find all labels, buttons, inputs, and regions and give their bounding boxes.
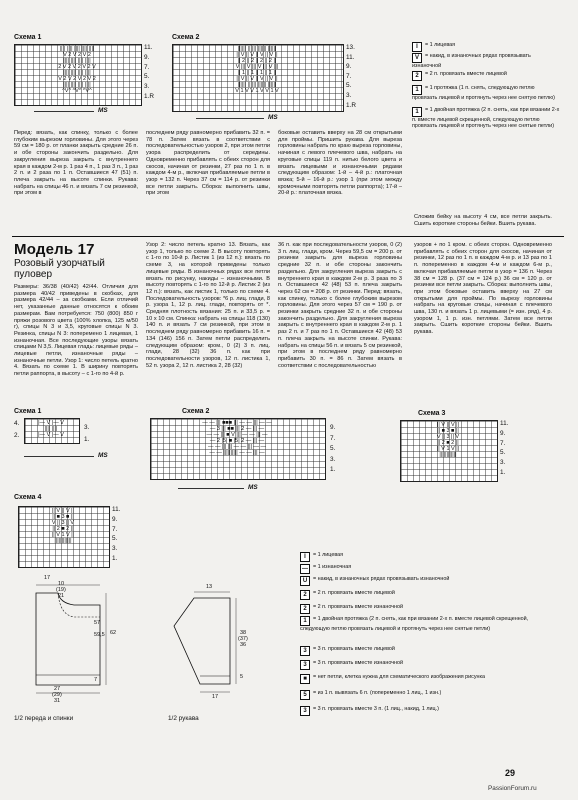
legend-text: = 3 п. провязать вместе лицевой [313,646,395,652]
row-label: 9. [112,515,118,523]
legend-symbol-icon: 1 [300,616,310,626]
site-watermark: PassionForum.ru [488,785,537,792]
legend-item [300,576,550,586]
legend-text: = 2 п. провязать вместе изнаночной [313,604,404,610]
page-number: 29 [505,768,516,778]
chart-scheme3 [400,420,498,482]
front-back-caption: 1/2 переда и спинки [14,715,74,722]
row-label: 11. [500,420,509,427]
legend-text: = из 1 п. вывязать 6 п. (попеременно 1 лиц., 1 изн.) [313,690,442,696]
legend-item [300,690,550,700]
chart-scheme2-bottom [150,418,326,480]
row-label: 1.R [144,93,154,100]
legend-item [300,706,550,716]
scheme1-title-top: Схема 1 [14,34,42,41]
top-text-col1: Перед: вязать, как спинку, только с более глубоким вырезом горловины. Для этого через 59 см = 180 р. от планки закрыть средние 26 п. и обе стороны закончить раздельно. Для закругления выреза закрыть с внутреннего края в каждом 2-м р. 1 раз 4 п., 1 раз 3 п., 1 раз 2 п. и 2 раза по 1 п. Оставшиеся 47 (51) п. плеча закрыть на высоте спинки. Рукава: набрать на спицы 46 п. и вязать 7 см резинкой, при этом в [14,130,138,197]
front-dim-bottom-3: 31 [54,698,61,704]
legend-symbol-icon: 3 [300,646,310,656]
front-dim-top-2: 10 [58,581,65,587]
row-label: 5. [144,73,150,81]
scheme2-top-ms: MS [268,114,278,121]
row-label: 5. [500,449,506,457]
scheme2-title-top: Схема 2 [172,34,200,41]
chart-scheme1-top-symbols: |||| |||| |||| |||| |||| V 2 V 2 V 2 |||| |||| |||| |||| 2 V 2 V 2 V 2 V |||| |||| |||| |||| V 2 V 2 V 2 V 2 |||| |||| |||| |||| ^V^ ^V^ ^V^ [58,46,96,94]
sleeve-dim-5: 5 [240,674,244,680]
legend-symbol-icon: 2 [300,604,310,614]
legend-symbol-icon: 1 [412,107,422,117]
legend-symbol-icon: 2 [300,590,310,600]
front-dim-bottom-2: (29) [52,692,62,698]
legend-item [300,660,550,670]
legend-symbol-icon: — [302,566,308,572]
model-text-col1: Размеры: 36/38 (40/42) 42/44. Отличия для размера 40/42 приведены в скобках, для размера 42/44 – за скобками. Если отличий нет, указанные данные относятся к обоим размерам. Вам потребуется: 750 (800) 850 г пряжи розового цвета (100% хлопка, 125 м/50 г), спицы N 3 и 3,5, круговые спицы N 3. Резинка, спицы N 3: поперемено 1 лицевая, 1 изнаночная. Все последующие узоры вязать спицами N 3,5. Лицевая гладь: лицевые ряды – лицевые петли, изнаночные ряды – изнаночные петли. Узор 1: число петель кратно 4. Вязать по схеме 1. В ширину повторять петли раппорта, в высоту – с 1-го по 4-й р. [14,284,138,378]
legend-symbol-icon: 3 [300,706,310,716]
row-label: 5. [346,82,352,90]
model-title: Модель 17 [14,241,95,258]
legend-text: = 1 изнаночная [313,564,352,570]
legend-symbol-icon: I [300,552,310,562]
chart-scheme1-bottom-symbols: |— V |— V |||| |||| |— V |— V [38,420,64,438]
row-label: 3. [330,455,336,463]
scheme3-title: Схема 3 [418,410,446,417]
chart-scheme1-bottom [24,418,80,444]
legend-item [300,674,550,684]
legend-text: = 1 двойная протяжка (2 п. снять, как при вязании 2-х п. вместе лицевой скрещенной, следующую петлю провязать лицевой и протянуть через нее снятые петли) [412,107,560,130]
sleeve-dim-1: 13 [206,584,213,590]
legend-text: = 1 лицевая [425,42,456,48]
scheme2-bottom-ms: MS [248,484,258,491]
sleeve-caption: 1/2 рукава [168,715,199,722]
row-label: 3. [346,92,352,99]
row-label: 11. [346,53,355,61]
legend-item [300,590,550,600]
top-text-col3: боковые оставить вверху на 28 см открытыми для проймы. Пришить рукава. Для выреза горловины набрать по краю выреза горловины, начиная с левого плечевого шва, набрать на круговые спицы 119 п. нитью белого цвета и вязать лицевыми и изнаночными рядами следующим образом: 1-й – 4-й р.: платочная вязка; 5-й – 16-й р.: узор 1 (при этом между кромочными повторять петли раппорта); 17-й – 20-й р.: платочная вязка. [278,130,402,197]
chart-scheme4 [18,506,110,568]
legend-text: = 3 п. провязать вместе изнаночной [313,660,404,666]
legend-text: = 2 п. провязать вместе лицевой [313,590,395,596]
sleeve-dim-6: 17 [212,694,219,700]
scheme1-bottom-ms-line [24,456,94,457]
legend-symbol-icon: ■ [300,674,310,684]
row-label: 1. [84,436,90,443]
row-label: 11. [112,506,121,513]
row-label: 3. [84,424,90,431]
front-dim-top-3: (19) [56,587,66,593]
legend-symbol-icon: V [412,53,422,63]
legend-symbol-icon: 5 [300,690,310,700]
row-label: 7. [330,434,336,442]
scheme1-top-ms-line [34,111,94,112]
row-label: 1. [500,469,506,476]
model-text-col2: Узор 2: число петель кратно 13. Вязать, как узор 1, только по схеме 2. В высоту повторять с 1-го по 10-й р. Листик 1 (из 12 п.): вязать по схеме 3, на которой приведены только лицевые ряды. В изнаночных рядах все петли вязать по рисунку, накиды – изнаночными. В высоту повторять с 1-го по 12-й р. Листик 2 (из 12 п.): вязать, как листик 1, только по схеме 4. Последовательность узоров: *6 р. лиц. глади, 8 р. узора 1, 12 р. лиц. глади, повторять от *. Средняя плотность вязания: 25 п. и 33,5 р. = 10 х 10 см. Спинка: набрать на спицы 118 (130) 140 п. и вязать 7 см резинкой, при этом в последнем ряду равномерно прибавить 16 п. = 134 (146) 156 п. Затем петли распределить следующим образом: кром., 0 (2) 3 п. лиц. глади, 28 (32) 36 п. как при последовательности узоров, 12 п. листика 1, 52 п. узора 2, 12 п. листика 2, 28 (32) [146,242,270,369]
row-label: 9. [500,429,506,437]
section-divider [12,236,564,237]
scheme4-title: Схема 4 [14,494,42,501]
legend-symbol-icon: 3 [300,660,310,670]
scheme1-top-ms: MS [98,107,108,114]
row-label: 2. [14,432,20,439]
legend-text: = накид, в изнаночных рядах провязывать изнаночной [313,576,450,582]
chart-scheme4-symbols: || V || V || || ■ 3 ■ || V || 3 || V || 2 ■ 2 || || V 1 V || |||||||||||| [51,508,75,544]
scheme2-top-ms-line [196,118,264,119]
chart-scheme2-top-symbols: |||||| |||||| |||||| |||||| || V || V || V || V || || 2 || 2 || 2 || 2 || V ||| V ||| V ||| V ||| || 1 || 1 || 1 || 1 || || V || V || V || V || |||||| |||||| |||||| |||||| V 1 V V 1 V V 1 V [235,46,279,94]
legend-item [412,42,560,52]
sleeve-dim-3: (37) [238,636,248,642]
model-subtitle: Розовый узорчатый пуловер [14,258,105,280]
sleeve-schematic [160,590,250,700]
row-label: 3. [500,459,506,467]
legend-text: = 1 двойная протяжка (2 п. снять, как при вязании 2-х п. вместе лицевой скрещенной, следующую петлю провязать лицевой и протянуть через нее снятые петли) [300,616,529,632]
model-text-col3: 36 п. как при последовательности узоров, 0 (2) 3 п. лиц. глади, кром. Через 59,5 см = 200 р. от резинки закрыть для выреза горловины средние 32 п. и обе стороны закончить раздельно. Для закругления выреза закрыть с внутреннего края в каждом 2-м р. 3 раза по 3 п. Оставшиеся 42 (48) 53 п. плеча закрыть через 62 см = 208 р. от резинки. Перед: вязать, как спинку, только с более глубоким вырезом горловины. Для этого через 57 см = 190 р. от резинки закрыть средние 32 п. и обе стороны закончить раздельно. Для закругления выреза закрыть с внутреннего края в каждом 2-м р. 1 раз 2 п. и 7 раз по 1 п. Оставшиеся 42 (48) 53 п. плеча закрыть на высоте спинки. Рукава: набрать на спицы 56 п. и вязать 5 см резинкой, при этом в последнем ряду равномерно прибавить 30 п. = 86 п. Затем вязать в соответствии с последовательностью [278,242,402,369]
scheme2-bottom-ms-line [178,488,244,489]
row-label: 1. [330,466,336,473]
chart-scheme1-top [14,44,142,106]
scheme1-title-bottom: Схема 1 [14,408,42,415]
legend-text: = 1 протяжка (1 п. снять, следующую петлю провязать лицевой и протянуть через нее снятую петлю) [412,85,555,101]
legend-item [300,564,550,574]
legend-symbol-icon: 2 [412,71,422,81]
legend-text: = 1 лицевая [313,552,344,558]
legend-text: = нет петли, клетка нужна для схематического изображения рисунка [313,674,486,680]
sleeve-dim-2: 38 [240,630,247,636]
row-label: 4. [14,420,20,427]
front-dim-top-4: 21 [58,593,65,599]
chart-scheme2-top [172,44,344,112]
front-dim-top-1: 17 [44,575,51,581]
top-text-col4: Сложив бейку на высоту 4 см, все петли закрыть. Сшить короткие стороны бейки. Вшить рукава. [414,214,552,227]
row-label: 7. [500,439,506,447]
chart-scheme2-bottom-symbols: — — ||| ■■■ ||| — — ||| — — — 3 ||| ■■ ||| 2 — ||| — — — ||| ■ V ||| — — ||| — — 2 |5| ■ |5| 2 — ||| — — — ||| ||| — — ||| — — — — |||||||||| — — ||| — [202,420,272,456]
row-label: 9. [144,53,150,61]
legend-text: = 2 п. провязать вместе лицевой [425,71,507,77]
legend-text: = накид, в изнаночных рядах провязывать изнаночной [412,53,531,69]
legend-item [412,85,560,101]
row-label: 1. [112,555,118,562]
row-label: 3. [144,83,150,91]
front-dim-side-3: 59,5 [94,632,105,638]
row-label: 9. [330,424,336,431]
row-label: 9. [346,63,352,71]
row-label: 5. [330,445,336,452]
scheme2-title-bottom: Схема 2 [182,408,210,415]
legend-symbol-icon: 1 [412,85,422,95]
legend-symbol-icon: I [412,42,422,52]
front-dim-side-4: 7 [94,677,98,683]
front-back-schematic [14,575,124,700]
row-label: 1.R [346,101,356,109]
legend-item [412,53,560,69]
front-dim-bottom-1: 27 [54,686,61,692]
scheme1-bottom-ms: MS [98,452,108,459]
legend-item [300,604,550,614]
legend-item [300,616,550,632]
legend-item [300,552,550,562]
chart-scheme3-symbols: || V || V || || ■ 3 ■ || V || 3 || V || 2 ■ 2 || || V 1 V || |||||||||||| [436,422,460,458]
top-text-col2: последнем ряду равномерно прибавить 32 п. = 78 п. Затем вязать в соответствии с последовательностью узоров 2, при этом петли узора распределить от середины. Одновременно прибавлять с обеих сторон для скосов, начиная от резинки, 27 раз по 1 п. в каждом 4-м р., включая прибавляемые петли в узор = 132 п. Через 37 см = 114 р. от резинки все петли закрыть. Сборка: выполнить швы, при этом [146,130,271,197]
legend-text: = 3 п. провязать вместе 3 п. (1 лиц., накид, 1 лиц.) [313,706,439,712]
row-label: 7. [112,525,118,533]
row-label: 7. [144,63,150,71]
row-label: 3. [112,545,118,553]
row-label: 13. [346,44,355,51]
row-label: 7. [346,72,352,80]
legend-item [300,646,550,656]
front-dim-side-2: 57 [94,620,101,626]
sleeve-dim-4: 36 [240,642,247,648]
model-text-col4: узоров + по 1 кром. с обеих сторон. Одновременно прибавлять с обеих сторон для скосов, начиная от резинки, 12 раз по 1 п. в каждом 4-м р. и 13 раз по 1 п. попеременно в каждом 4-м и каждом 6-м р., включая прибавляемые петли в узор = 136 п. Через 38 см = 128 р. (37 см = 124 р.) 36 см = 120 р. от резинки все петли закрыть. Сборка: выполнить швы, при этом боковые оставить вверху на 27 см открытыми для проймы. По вырезу горловины набрать на круговые спицы, начиная с плечевого шва, 130 п. и вязать 1 р. лицевыми (= изн. ряд), 4 р. узором 1, 1 р. изн. петлями. Затем все петли закрыть. Сшить короткие стороны бейки. Вшить рукава. [414,242,552,336]
legend-item [412,107,560,129]
row-label: 11. [144,44,153,51]
legend-item [412,71,560,81]
legend-symbol-icon: U [300,576,310,586]
front-dim-side-1: 62 [110,630,117,636]
row-label: 5. [112,535,118,543]
